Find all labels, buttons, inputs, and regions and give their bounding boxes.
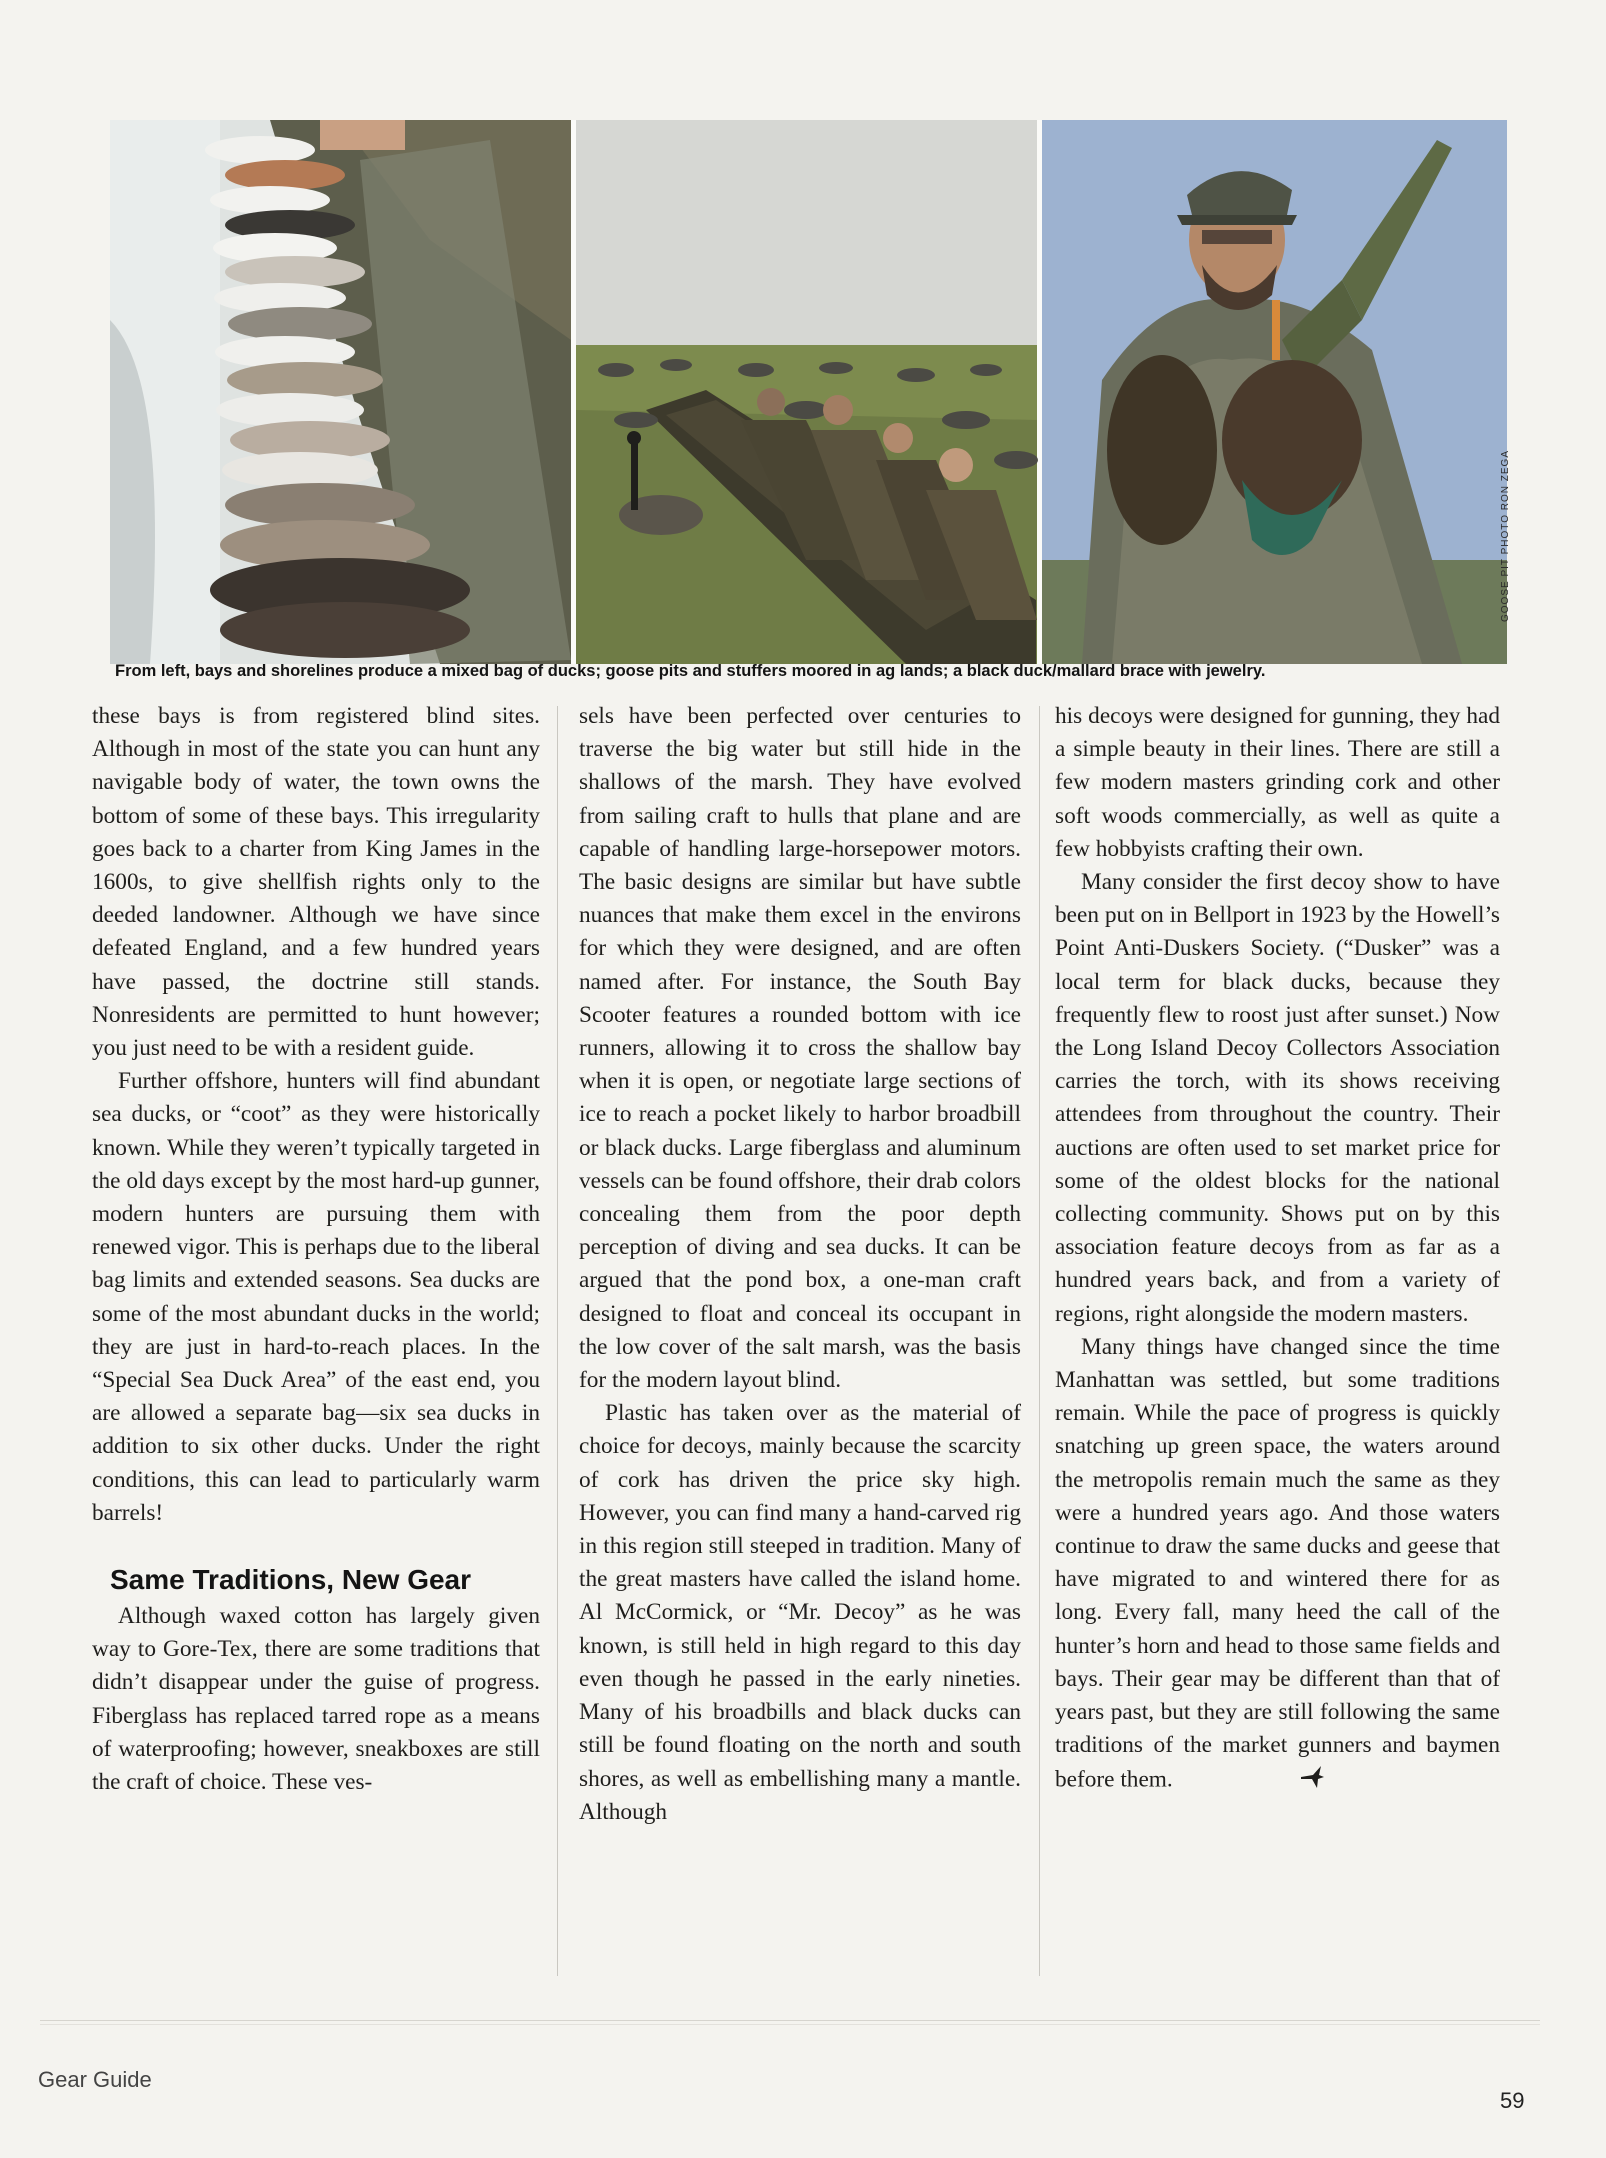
goose-pit-photo bbox=[576, 120, 1037, 664]
paragraph: sels have been perfected over centuries to traverse the big water but still hide in the shallows of the marsh. They have evolved from sailing craft to hulls that plane and are capable of handling large-horsepower motors. The basic designs are similar but have subtle nuances that make them excel in the environs for which they were designed, and are often named after. For instance, the South Bay Scooter features a rounded bottom with ice runners, allowing it to cross the shallow bay when it is open, or negotiate large sections of ice to reach a pocket likely to harbor broadbill or black ducks. Large fiberglass and aluminum vessels can be found offshore, their drab colors concealing them from the poor depth perception of diving and sea ducks. It can be argued that the pond box, a one-man craft designed to float and conceal its occupant in the low cover of the salt marsh, was the basis for the modern layout blind. bbox=[579, 703, 1021, 1394]
paragraph: Plastic has taken over as the material of choice for decoys, mainly because the scarcity of cork has driven the price sky high. However, you can find many a hand-carved rig in this region still steeped in tradition. Many of the great masters have called the island home. Al McCormick, or “Mr. Decoy” as he was known, is still held in high regard to this day even though he passed in the early nineties. Many of his broadbills and black ducks can still be found floating on the north and south shores, as well as embellishing many a mantle. Although bbox=[579, 1400, 1021, 1825]
photo-credit: GOOSE PIT PHOTO RON ZEGA bbox=[1500, 450, 1511, 622]
paragraph: Many consider the first decoy show to have been put on in Bellport in 1923 by the Howell’s Point Anti-Duskers Society. (“Dusker” was a local term for black ducks, because they frequently flew to roost just after sunset.) Now the Long Island Decoy Collectors Association carries the torch, with its shows receiving attendees from throughout the country. Their auctions are often used to set market price for some of the oldest blocks for the national collecting community. Shows put on by this association feature decoys from as far as a hundred years back, and from a variety of regions, right alongside the modern masters. bbox=[1055, 869, 1500, 1327]
mixed-bag-of-ducks-photo bbox=[110, 120, 571, 664]
photo-strip bbox=[110, 120, 1511, 664]
page-number: 59 bbox=[1500, 2088, 1525, 2113]
section-subhead: Same Traditions, New Gear bbox=[110, 1564, 472, 1596]
hunter-with-black-duck-mallard-photo bbox=[1042, 120, 1511, 664]
paragraph: Although waxed cotton has largely given way to Gore-Tex, there are some traditions that didn’t disappear under the guise of progress. Fiberglass has replaced tarred rope as a means of waterproofing; however, sneakboxes are still the craft of choice. These ves- bbox=[92, 1603, 540, 1796]
paragraph: his decoys were designed for gunning, they had a simple beauty in their lines. There are still a few modern masters grinding cork and other soft woods commercially, as well as quite a few hobbyists crafting their own. bbox=[1055, 703, 1500, 862]
article-column-2 bbox=[579, 700, 1021, 1829]
footer-rule bbox=[40, 2024, 1540, 2025]
column-divider bbox=[557, 706, 558, 1976]
section-label: Gear Guide bbox=[38, 2067, 152, 2092]
article-column-3 bbox=[1055, 700, 1500, 1799]
footer-rule bbox=[40, 2020, 1540, 2021]
paragraph: these bays is from registered blind sites. Although in most of the state you can hunt any navigable body of water, the town owns the bottom of some of these bays. This irregularity goes back to a charter from King James in the 1600s, to give shellfish rights only to the deeded landowner. Although we have since defeated England, and a few hundred years have passed, the doctrine still stands. Nonresidents are permitted to hunt however; you just need to be with a resident guide. bbox=[92, 703, 540, 1062]
paragraph bbox=[1055, 1331, 1500, 1799]
flying-duck-icon bbox=[1273, 1763, 1325, 1799]
final-paragraph-text: Many things have changed since the time Manhattan was settled, but some traditions remain. While the pace of progress is quickly snatching up green space, the waters around the metropolis remain much the same as they were a hundred years ago. And those waters continue to draw the same ducks and geese that have migrated to and wintered there for as long. Every fall, many heed the call of the hunter’s horn and head to those same fields and bays. Their gear may be different than that of years past, but they are still following the same traditions of the market gunners and baymen before them. bbox=[1055, 1333, 1500, 1792]
article-column-1 bbox=[92, 700, 540, 1799]
photo-caption: From left, bays and shorelines produce a mixed bag of ducks; goose pits and stuffers moored in ag lands; a black duck/mallard brace with jewelry. bbox=[115, 662, 1266, 680]
column-divider bbox=[1039, 706, 1040, 1976]
paragraph: Further offshore, hunters will find abundant sea ducks, or “coot” as they were historically known. While they weren’t typically targeted in the old days except by the most hard-up gunner, modern hunters are pursuing them with renewed vigor. This is perhaps due to the liberal bag limits and extended seasons. Sea ducks are some of the most abundant ducks in the world; they are just in hard-to-reach places. In the “Special Sea Duck Area” of the east end, you are allowed a separate bag—six sea ducks in addition to six other ducks. Under the right conditions, this can lead to particularly warm barrels! bbox=[92, 1068, 540, 1526]
